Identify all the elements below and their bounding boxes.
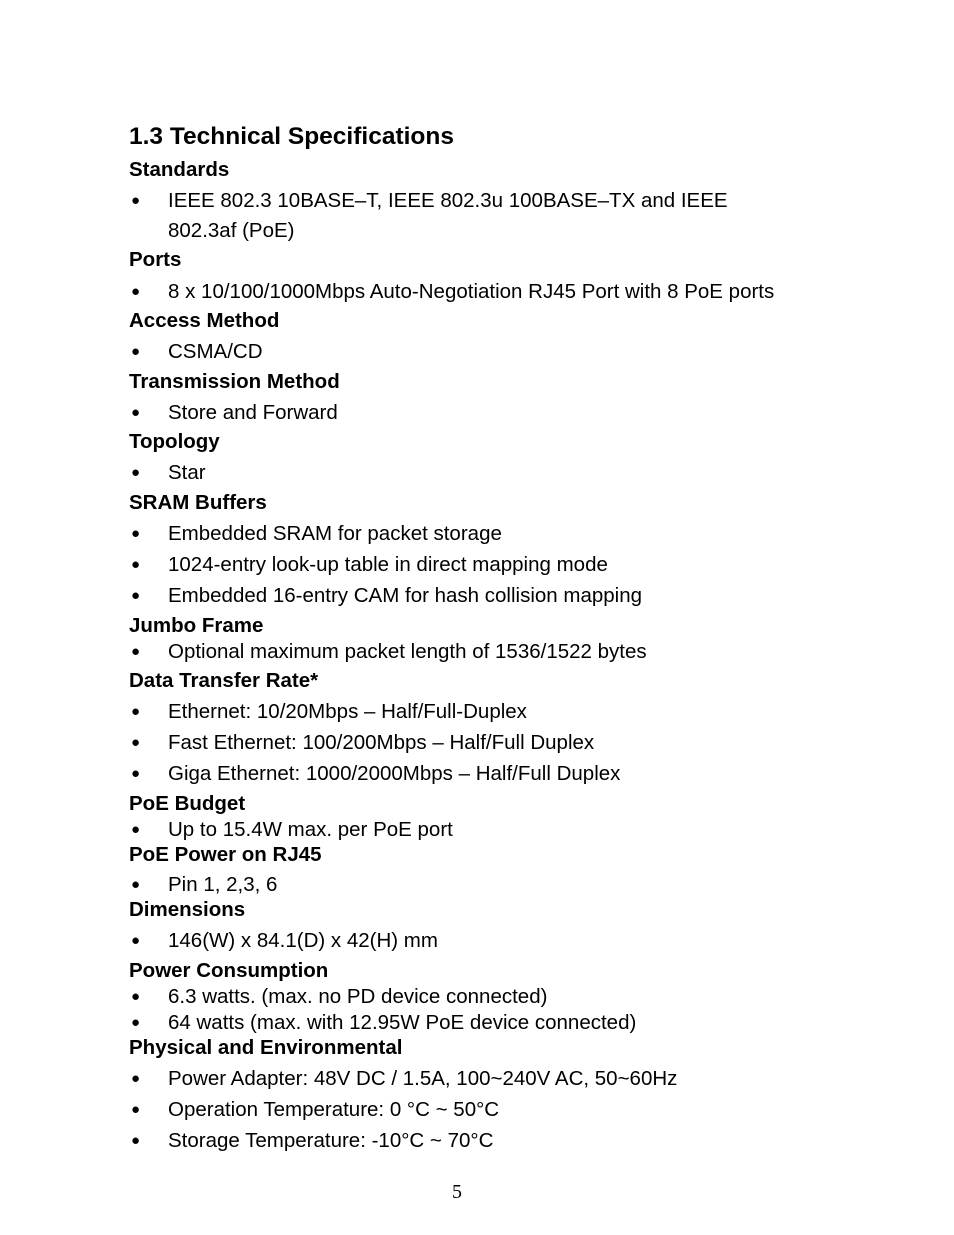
list-item: [129, 1064, 829, 1094]
section-heading-power-consumption: Power Consumption: [129, 959, 329, 982]
page-title: 1.3 Technical Specifications: [129, 123, 454, 150]
list-item-text: Store and Forward: [168, 401, 338, 424]
list-item: [129, 926, 829, 956]
list-item: [129, 870, 829, 900]
list-item-text: 6.3 watts. (max. no PD device connected): [168, 985, 548, 1008]
bullet-icon: ●: [131, 192, 141, 209]
list-item-text: Storage Temperature: -10°C ~ 70°C: [168, 1129, 494, 1152]
list-item-text: 146(W) x 84.1(D) x 42(H) mm: [168, 929, 438, 952]
list-item: [129, 728, 829, 758]
list-item-text: Power Adapter: 48V DC / 1.5A, 100~240V AC, 50~60Hz: [168, 1067, 678, 1090]
list-item: [129, 759, 829, 789]
section-heading-access-method: Access Method: [129, 309, 280, 332]
list-item-text: 1024-entry look-up table in direct mapping mode: [168, 553, 608, 576]
list-item: [129, 581, 829, 611]
list-item: [129, 458, 829, 488]
bullet-icon: ●: [131, 1132, 141, 1149]
list-item: [129, 1095, 829, 1125]
bullet-icon: ●: [131, 765, 141, 782]
list-item-text: Operation Temperature: 0 °C ~ 50°C: [168, 1098, 500, 1121]
bullet-icon: ●: [131, 556, 141, 573]
bullet-icon: ●: [131, 404, 141, 421]
bullet-icon: ●: [131, 343, 141, 360]
section-heading-jumbo-frame: Jumbo Frame: [129, 614, 264, 637]
section-heading-poe-power: PoE Power on RJ45: [129, 843, 322, 866]
page-number: 5: [452, 1181, 462, 1203]
list-item: [129, 1008, 829, 1038]
bullet-icon: ●: [131, 734, 141, 751]
bullet-icon: ●: [131, 1070, 141, 1087]
bullet-icon: ●: [131, 587, 141, 604]
list-item: [129, 186, 829, 246]
list-item-text: Up to 15.4W max. per PoE port: [168, 818, 453, 841]
list-item-text: IEEE 802.3 10BASE–T, IEEE 802.3u 100BASE–TX and IEEE 802.3af (PoE): [168, 189, 728, 242]
list-item: [129, 550, 829, 580]
list-item: [129, 519, 829, 549]
section-heading-ports: Ports: [129, 248, 182, 271]
bullet-icon: ●: [131, 643, 141, 660]
bullet-icon: ●: [131, 932, 141, 949]
bullet-icon: ●: [131, 1101, 141, 1118]
bullet-icon: ●: [131, 703, 141, 720]
list-item: [129, 1126, 829, 1156]
list-item: [129, 697, 829, 727]
list-item: [129, 815, 829, 845]
section-heading-standards: Standards: [129, 158, 230, 181]
bullet-icon: ●: [131, 988, 141, 1005]
bullet-icon: ●: [131, 464, 141, 481]
list-item-text: 64 watts (max. with 12.95W PoE device connected): [168, 1011, 637, 1034]
list-item-text: Optional maximum packet length of 1536/1522 bytes: [168, 640, 647, 663]
section-heading-dimensions: Dimensions: [129, 898, 246, 921]
list-item: [129, 637, 829, 667]
list-item-text: Star: [168, 461, 206, 484]
list-item: [129, 277, 849, 307]
list-item-text: Giga Ethernet: 1000/2000Mbps – Half/Full Duplex: [168, 762, 621, 785]
list-item-text: Ethernet: 10/20Mbps – Half/Full-Duplex: [168, 700, 527, 723]
bullet-icon: ●: [131, 1014, 141, 1031]
list-item-text: CSMA/CD: [168, 340, 263, 363]
section-heading-physical-environmental: Physical and Environmental: [129, 1036, 403, 1059]
list-item-text: 8 x 10/100/1000Mbps Auto-Negotiation RJ45 Port with 8 PoE ports: [168, 280, 775, 303]
list-item-text: Embedded SRAM for packet storage: [168, 522, 502, 545]
bullet-icon: ●: [131, 876, 141, 893]
list-item-text: Pin 1, 2,3, 6: [168, 873, 278, 896]
section-heading-sram-buffers: SRAM Buffers: [129, 491, 267, 514]
bullet-icon: ●: [131, 821, 141, 838]
section-heading-data-transfer-rate: Data Transfer Rate*: [129, 669, 319, 692]
section-heading-poe-budget: PoE Budget: [129, 792, 246, 815]
bullet-icon: ●: [131, 525, 141, 542]
bullet-icon: ●: [131, 283, 141, 300]
section-heading-transmission-method: Transmission Method: [129, 370, 340, 393]
list-item-text: Fast Ethernet: 100/200Mbps – Half/Full Duplex: [168, 731, 595, 754]
section-heading-topology: Topology: [129, 430, 220, 453]
list-item-text: Embedded 16-entry CAM for hash collision mapping: [168, 584, 643, 607]
list-item: [129, 337, 829, 367]
list-item: [129, 398, 829, 428]
